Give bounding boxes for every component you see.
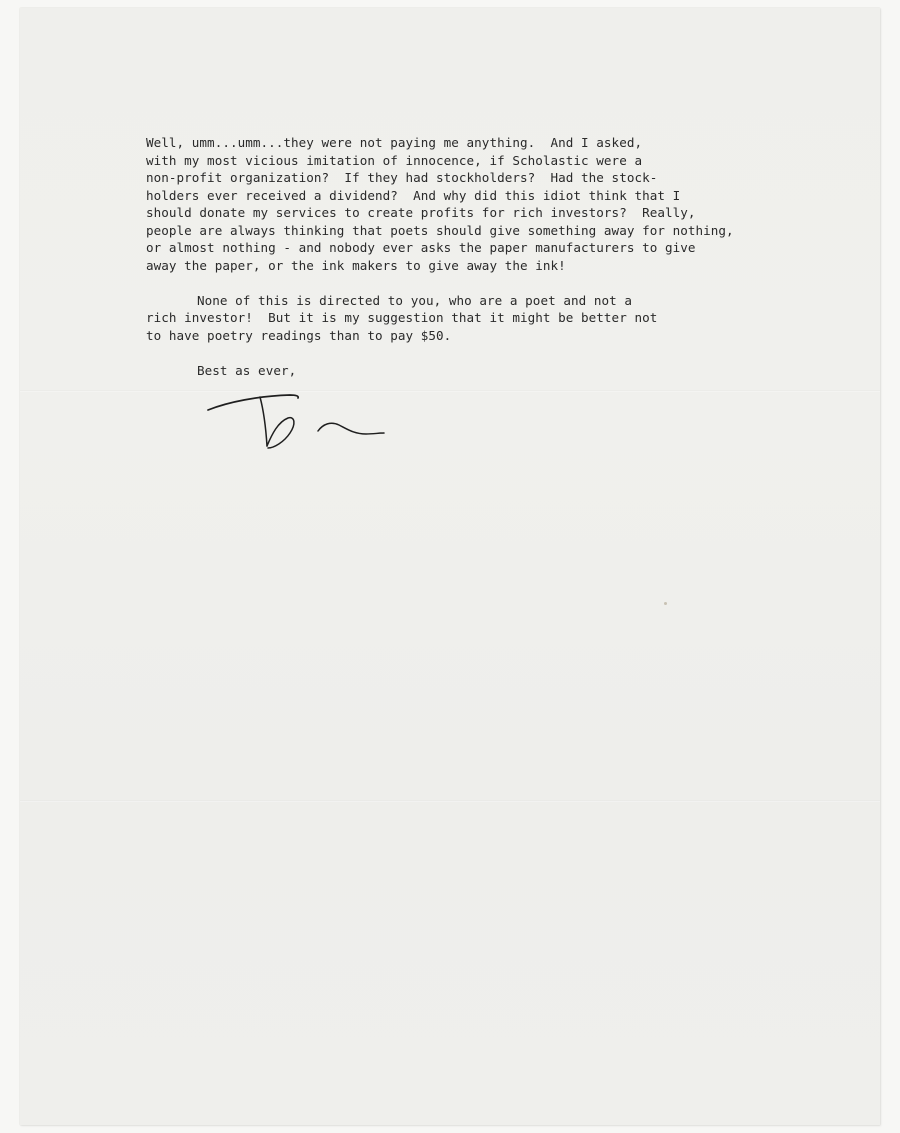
text-line: or almost nothing - and nobody ever asks the paper manufacturers to give — [146, 240, 696, 255]
paragraph-1 — [146, 134, 826, 274]
text-line: None of this is directed to you, who are a poet and not a — [197, 292, 633, 308]
fold-line — [20, 800, 880, 802]
paragraph-gap — [146, 344, 826, 362]
text-line: people are always thinking that poets should give something away for nothing, — [146, 222, 734, 238]
paragraph-gap — [146, 274, 826, 292]
text-line: rich investor! But it is my suggestion that it might be better not — [146, 310, 658, 325]
text-line: should donate my services to create profits for rich investors? Really, — [146, 205, 696, 220]
text-line: to have poetry readings than to pay $50. — [146, 327, 452, 343]
paragraph-2 — [146, 292, 826, 345]
text-line: away the paper, or the ink makers to give away the ink! — [146, 257, 566, 273]
letter-body — [146, 134, 826, 379]
handwritten-signature — [200, 378, 385, 458]
text-line: non-profit organization? If they had stockholders? Had the stock- — [146, 170, 658, 185]
text-line: Well, umm...umm...they were not paying me anything. And I asked, — [146, 135, 643, 150]
text-line: holders ever received a dividend? And why did this idiot think that I — [146, 187, 681, 203]
text-line: with my most vicious imitation of innocence, if Scholastic were a — [146, 152, 643, 168]
closing-line: Best as ever, — [197, 362, 297, 378]
paper-speck — [664, 602, 667, 605]
fold-line — [20, 390, 880, 392]
paper-sheet — [20, 8, 880, 1125]
